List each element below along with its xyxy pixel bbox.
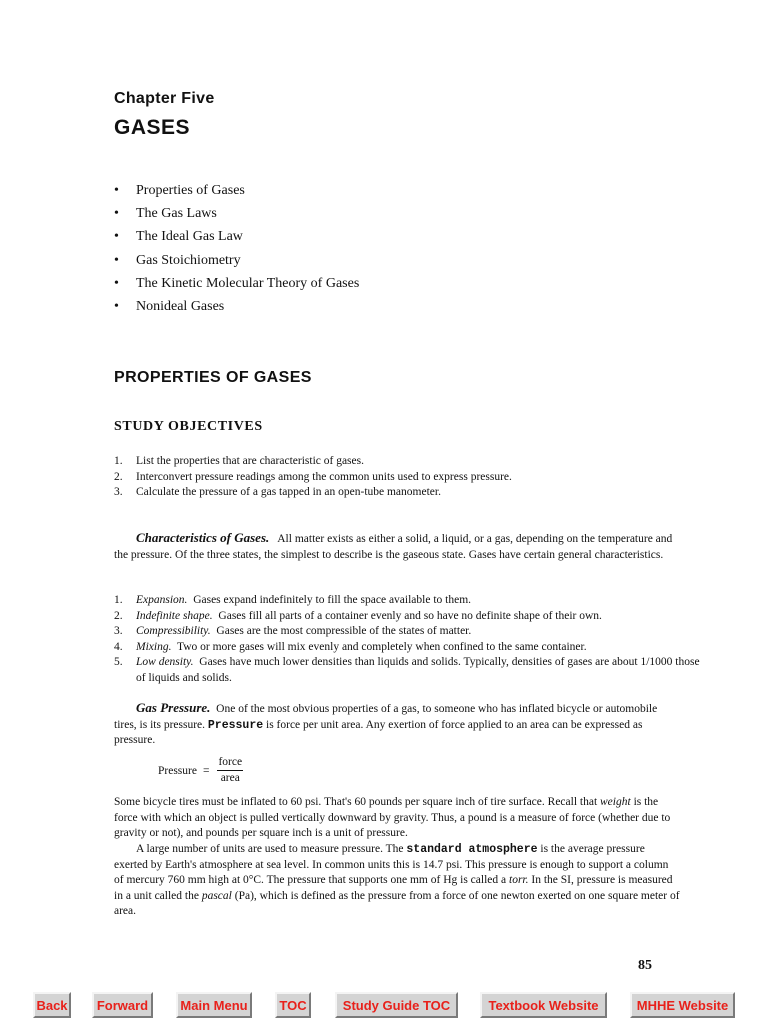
topic-item <box>114 295 359 318</box>
bullet: • <box>114 275 119 291</box>
forward-button[interactable]: Forward <box>92 992 153 1018</box>
formula-numerator: force <box>217 756 243 771</box>
bullet: • <box>114 206 119 222</box>
topic-text: The Kinetic Molecular Theory of Gases <box>136 275 360 291</box>
toc-button[interactable]: TOC <box>275 992 311 1018</box>
characteristic-text: Gases expand indefinitely to fill the space available to them. <box>193 594 472 606</box>
atmosphere-text-b: is the average pressure exerted by Earth's atmosphere at sea level. In common units this is 14.7 psi. This pressure is enough to support a column of mercury 760 mm high at 0°C. The pressure that supports one mm of Hg is called a <box>114 843 669 887</box>
characteristic-term: Mixing. <box>136 640 172 653</box>
characteristics-text: All matter exists as either a solid, a liquid, or a gas, depending on the temperature and the pressure. Of the three states, the simplest to describe is the gaseous state. Gases have certain general characteristics. <box>114 533 673 561</box>
pascal-term: pascal <box>201 889 232 902</box>
characteristic-text: Gases are the most compressible of the states of matter. <box>216 625 472 637</box>
characteristic-term: Indefinite shape. <box>136 609 213 622</box>
topic-item <box>114 272 359 295</box>
bicycle-text-a: Some bicycle tires must be inflated to 60 psi. That's 60 pounds per square inch of tire surface. Recall that <box>114 796 598 808</box>
gas-pressure-paragraph <box>114 700 680 749</box>
bicycle-paragraph <box>114 795 680 842</box>
objective-item <box>114 485 512 501</box>
topic-text: Properties of Gases <box>136 183 245 198</box>
formula-fraction <box>217 756 243 785</box>
objective-item <box>114 470 512 486</box>
item-number: 5. <box>114 656 123 668</box>
characteristic-item <box>114 640 702 656</box>
section-heading: PROPERTIES OF GASES <box>114 369 312 386</box>
mhhe-website-button[interactable]: MHHE Website <box>630 992 735 1018</box>
bullet: • <box>114 299 119 315</box>
item-number: 3. <box>114 625 123 637</box>
weight-term: weight <box>600 796 631 808</box>
item-number: 1. <box>114 594 123 606</box>
textbook-website-button[interactable]: Textbook Website <box>480 992 607 1018</box>
bullet: • <box>114 252 119 268</box>
characteristic-item <box>114 609 702 625</box>
pressure-term: Pressure <box>207 718 264 732</box>
atmosphere-text-d: (Pa), which is defined as the pressure from a force of one newton exerted on one square meter of area. <box>114 889 680 918</box>
objective-item <box>114 454 512 470</box>
objective-text: List the properties that are characteristic of gases. <box>136 455 364 467</box>
item-number: 2. <box>114 470 123 483</box>
item-number: 4. <box>114 640 123 653</box>
bicycle-text-b: is the force with which an object is pulled vertically downward by gravity. Thus, a pound is a measure of force (whether due to gravity or not), and pounds per square inch is a unit of pressure. <box>114 796 671 840</box>
characteristic-item <box>114 624 702 640</box>
characteristics-heading: Characteristics of Gases. <box>136 530 270 545</box>
page-number: 85 <box>638 958 652 973</box>
study-guide-toc-button[interactable]: Study Guide TOC <box>335 992 458 1018</box>
topic-text: The Gas Laws <box>136 206 217 222</box>
topic-item <box>114 249 359 272</box>
topic-item <box>114 202 359 225</box>
topic-text: Gas Stoichiometry <box>136 252 241 268</box>
back-button[interactable]: Back <box>33 992 71 1018</box>
pressure-formula <box>158 756 243 785</box>
bullet: • <box>114 183 119 198</box>
characteristic-item <box>114 593 702 609</box>
item-number: 3. <box>114 486 123 498</box>
formula-denominator: area <box>220 772 240 784</box>
characteristics-paragraph <box>114 530 680 563</box>
bullet: • <box>114 229 119 245</box>
chapter-title: GASES <box>114 116 191 139</box>
gas-pressure-heading: Gas Pressure. <box>136 700 211 715</box>
chapter-label: Chapter Five <box>114 90 215 107</box>
navigation-bar <box>0 992 768 1024</box>
characteristic-term: Compressibility. <box>136 625 211 637</box>
study-objectives-heading: STUDY OBJECTIVES <box>114 419 263 434</box>
characteristic-item <box>114 655 702 686</box>
topic-text: The Ideal Gas Law <box>136 229 243 245</box>
topic-text: Nonideal Gases <box>136 299 225 315</box>
study-objectives-list <box>114 454 512 501</box>
atmosphere-paragraph <box>114 842 680 920</box>
topic-item <box>114 179 359 202</box>
main-menu-button[interactable]: Main Menu <box>176 992 252 1018</box>
characteristics-list <box>114 593 702 686</box>
objective-text: Calculate the pressure of a gas tapped in an open-tube manometer. <box>136 486 441 498</box>
objective-text: Interconvert pressure readings among the common units used to express pressure. <box>136 470 512 483</box>
characteristic-text: Two or more gases will mix evenly and completely when confined to the same container. <box>177 640 587 653</box>
gas-pressure-text-a: One of the most obvious properties of a gas, to someone who has inflated bicycle or automobile tires, is its pressure. <box>114 703 658 731</box>
chapter-topics-list <box>114 179 359 318</box>
item-number: 2. <box>114 609 123 622</box>
formula-lhs: Pressure <box>158 764 197 777</box>
formula-equals: = <box>202 764 210 777</box>
characteristic-term: Low density. <box>136 656 194 668</box>
torr-term: torr. <box>509 874 529 887</box>
standard-atmosphere-term: standard atmosphere <box>406 843 538 856</box>
characteristic-text: Gases fill all parts of a container evenly and so have no definite shape of their own. <box>218 609 602 622</box>
characteristic-text: Gases have much lower densities than liquids and solids. Typically, densities of gases are about 1/1000 those of liquids and solids. <box>136 656 700 684</box>
item-number: 1. <box>114 455 123 467</box>
atmosphere-text-c: In the SI, pressure is measured in a unit called the <box>114 874 673 902</box>
characteristic-term: Expansion. <box>136 594 188 606</box>
topic-item <box>114 225 359 248</box>
gas-pressure-text-b: is force per unit area. Any exertion of force applied to an area can be expressed as pressure. <box>114 718 643 747</box>
atmosphere-text-a: A large number of units are used to measure pressure. The <box>136 843 404 855</box>
